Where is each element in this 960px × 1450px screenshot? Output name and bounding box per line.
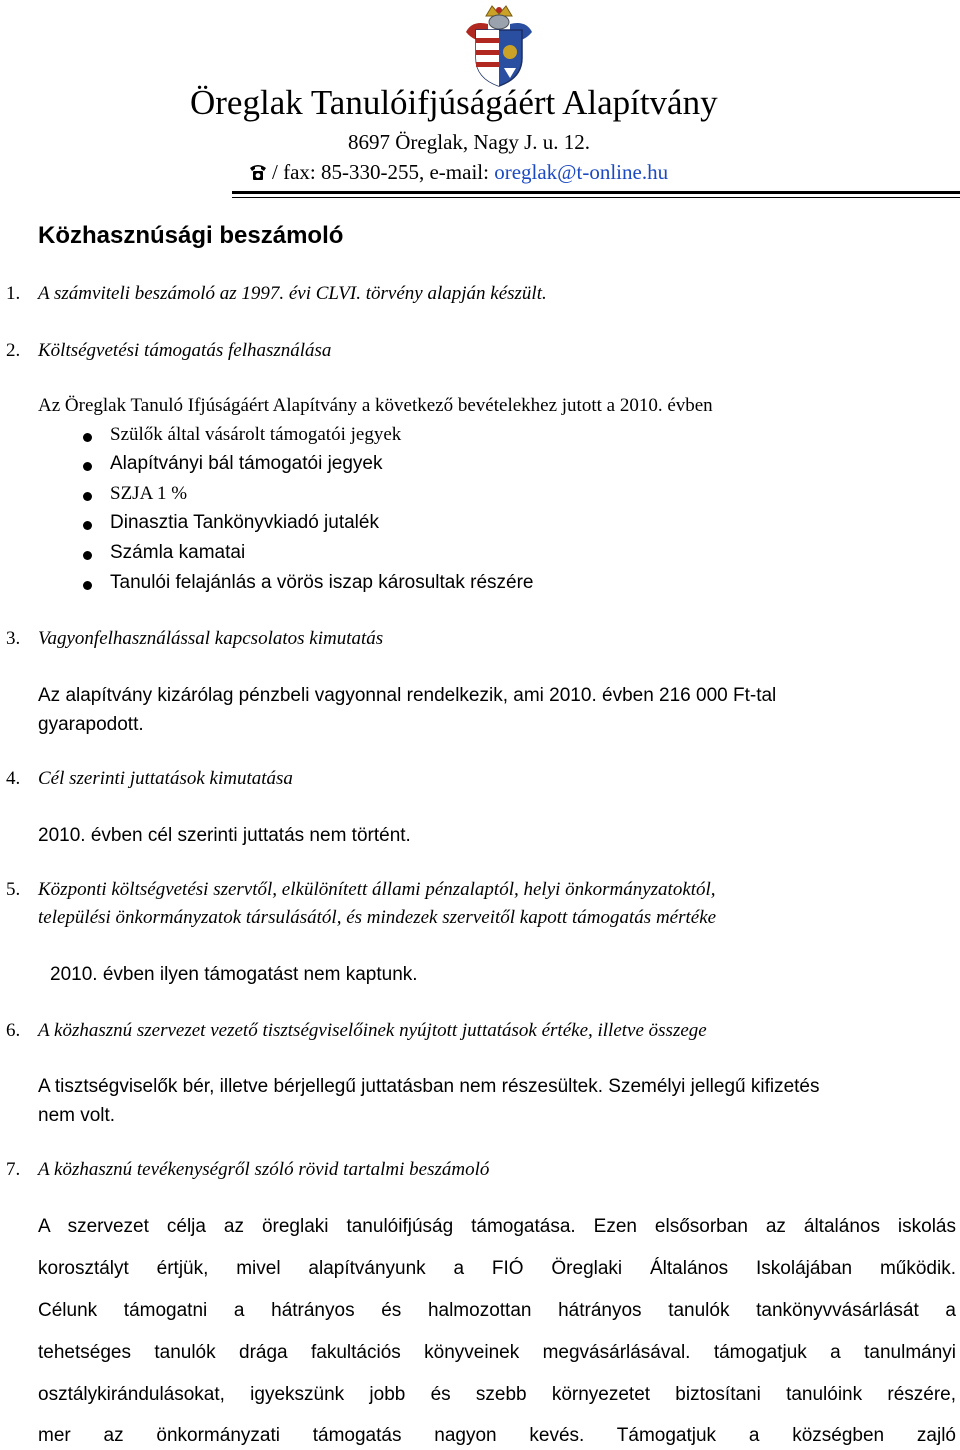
section-5-title-line: települési önkormányzatok társulásától, és mindezek szerveitől kapott támogatás mértéke xyxy=(38,907,717,928)
income-item-label: Alapítványi bál támogatói jegyek xyxy=(110,453,383,474)
section-3-body-line: Az alapítvány kizárólag pénzbeli vagyonnal rendelkezik, ami 2010. évben 216 000 Ft-tal xyxy=(38,685,777,706)
contact-text: / fax: 85-330-255, e-mail: xyxy=(272,160,495,184)
section-7-body-line: mer az önkormányzati támogatás nagyon kevés. Támogatjuk a községben zajló xyxy=(38,1425,956,1446)
section-4-number: 4. xyxy=(6,768,21,789)
section-6-title: A közhasznú szervezet vezető tisztségviselőinek nyújtott juttatások értéke, illetve összege xyxy=(38,1020,707,1041)
section-4-body: 2010. évben cél szerinti juttatás nem történt. xyxy=(38,825,411,846)
income-item-label: SZJA 1 % xyxy=(110,483,188,504)
organization-name: Öreglak Tanulóifjúságáért Alapítvány xyxy=(190,83,718,122)
section-7-body-line: A szervezet célja az öreglaki tanulóifjúság támogatása. Ezen elsősorban az általános iskolás xyxy=(38,1216,956,1237)
section-7-body-line: Célunk támogatni a hátrányos és halmozottan hátrányos tanulók tankönyvvásárlását a xyxy=(38,1300,956,1321)
income-item-label: Számla kamatai xyxy=(110,542,246,563)
section-7-body-line: osztálykirándulásokat, igyekszünk jobb és szebb környezetet biztosítani tanulóink részére, xyxy=(38,1384,956,1405)
income-item-label: Dinasztia Tankönyvkiadó jutalék xyxy=(110,512,379,533)
section-2-number: 2. xyxy=(6,340,21,361)
section-5-body: 2010. évben ilyen támogatást nem kaptunk. xyxy=(50,964,418,985)
section-1-title: A számviteli beszámoló az 1997. évi CLVI. törvény alapján készült. xyxy=(38,283,547,304)
coat-of-arms-icon xyxy=(458,2,540,88)
organization-contact xyxy=(248,160,668,185)
bullet xyxy=(83,581,92,590)
section-3-title: Vagyonfelhasználással kapcsolatos kimutatás xyxy=(38,628,384,649)
email-address: oreglak@t-online.hu xyxy=(494,160,669,184)
bullet xyxy=(83,492,92,501)
bullet xyxy=(83,521,92,530)
section-7-number: 7. xyxy=(6,1159,21,1180)
section-6-body-line: nem volt. xyxy=(38,1105,116,1126)
section-5-number: 5. xyxy=(6,879,21,900)
section-6-number: 6. xyxy=(6,1020,21,1041)
income-item-label: Tanulói felajánlás a vörös iszap károsultak részére xyxy=(110,572,534,593)
header-divider-thick xyxy=(232,191,960,194)
section-2-title: Költségvetési támogatás felhasználása xyxy=(38,340,332,361)
section-4-title: Cél szerinti juttatások kimutatása xyxy=(38,768,293,789)
income-item-label: Szülők által vásárolt támogatói jegyek xyxy=(110,424,402,445)
section-3-body-line: gyarapodott. xyxy=(38,714,144,735)
bullet xyxy=(83,433,92,442)
section-7-title: A közhasznú tevékenységről szóló rövid tartalmi beszámoló xyxy=(38,1159,490,1180)
bullet xyxy=(83,551,92,560)
organization-address: 8697 Öreglak, Nagy J. u. 12. xyxy=(348,130,591,154)
header-divider-thin xyxy=(232,197,960,198)
section-5-title-line: Központi költségvetési szervtől, elkülönített állami pénzalaptól, helyi önkormányzatoktól, xyxy=(38,879,716,900)
section-7-body-line: tehetséges tanulók drága fakultációs könyveinek megvásárlásával. támogatjuk a tanulmányi xyxy=(38,1342,956,1363)
phone-icon xyxy=(248,163,268,181)
section-3-number: 3. xyxy=(6,628,21,649)
section-7-body-line: korosztályt értjük, mivel alapítványunk a FIÓ Öreglaki Általános Iskolájában működik. xyxy=(38,1258,956,1279)
bullet xyxy=(83,462,92,471)
document-title: Közhasznúsági beszámoló xyxy=(38,222,344,249)
section-6-body-line: A tisztségviselők bér, illetve bérjellegű juttatásban nem részesültek. Személyi jellegű kifizetés xyxy=(38,1076,820,1097)
section-1-number: 1. xyxy=(6,283,21,304)
income-intro: Az Öreglak Tanuló Ifjúságáért Alapítvány a következő bevételekhez jutott a 2010. évben xyxy=(38,395,713,416)
